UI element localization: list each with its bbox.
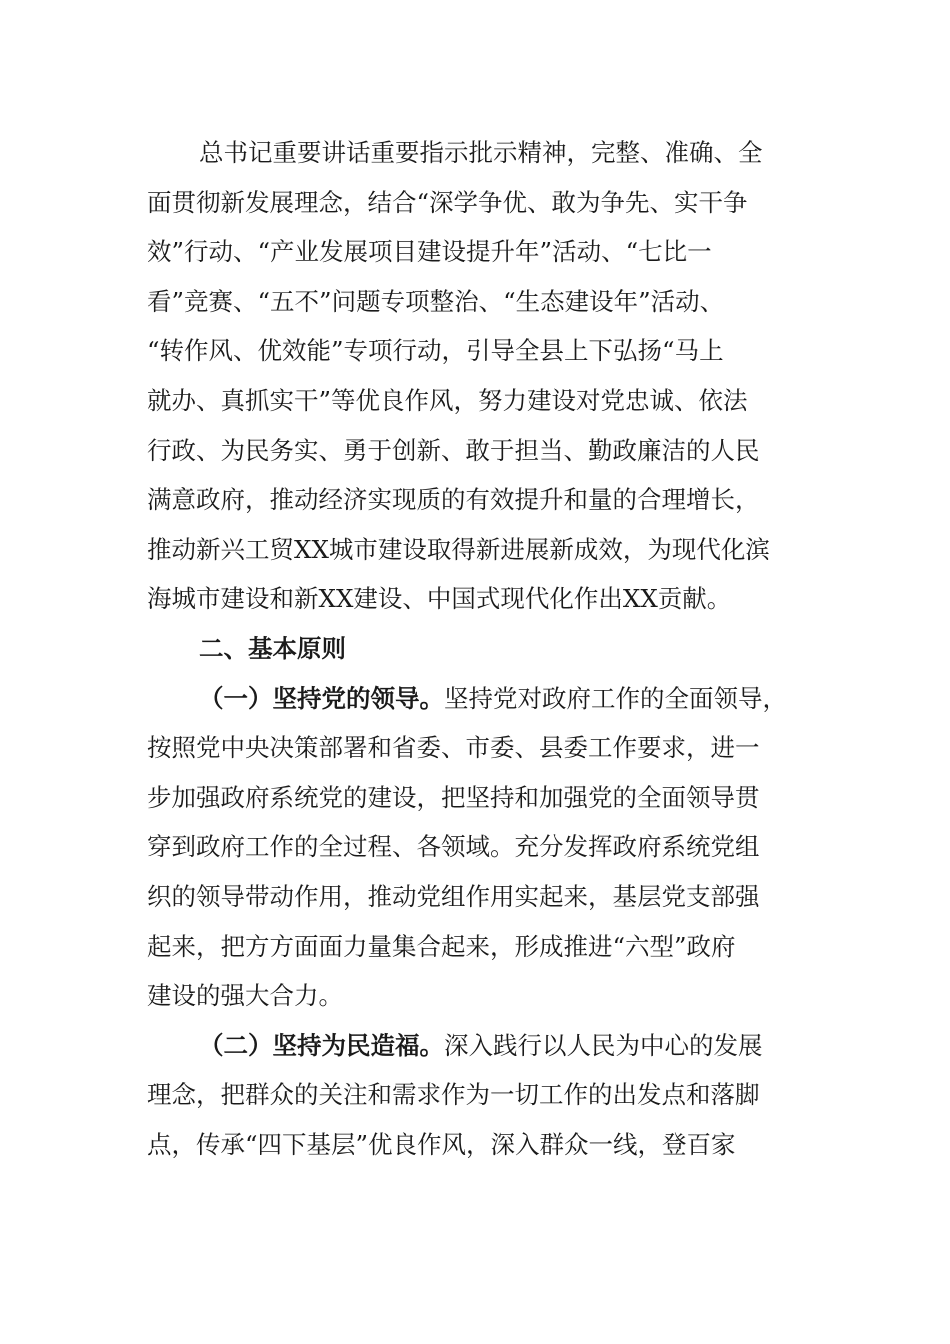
principle-1-line: 穿到政府工作的全过程、各领域。充分发挥政府系统党组 <box>147 832 760 862</box>
intro-line: 满意政府，推动经济实现质的有效提升和量的合理增长， <box>147 485 760 515</box>
intro-line: 就办、真抓实干”等优良作风，努力建设对党忠诚、依法 <box>147 385 748 415</box>
intro-line: 看”竞赛、“五不”问题专项整治、“生态建设年”活动、 <box>147 286 725 316</box>
intro-line: “转作风、优效能”专项行动，引导全县上下弘扬“马上 <box>147 336 724 366</box>
principle-1-line: 起来，把方方面面力量集合起来，形成推进“六型”政府 <box>147 931 736 961</box>
principle-2-line: 理念，把群众的关注和需求作为一切工作的出发点和落脚 <box>147 1080 760 1110</box>
principle-2-line: 点，传承“四下基层”优良作风，深入群众一线，登百家 <box>147 1129 736 1159</box>
principle-1-title: （一）坚持党的领导。 <box>199 683 444 713</box>
principle-2-first-line <box>147 1021 803 1071</box>
intro-line: 推动新兴工贸XX城市建设取得新进展新成效，为现代化滨 <box>147 534 770 564</box>
intro-line: 行政、为民务实、勇于创新、敢于担当、勤政廉洁的人民 <box>147 435 760 465</box>
section-heading: 二、基本原则 <box>199 633 346 663</box>
principle-1-line: 按照党中央决策部署和省委、市委、县委工作要求，进一 <box>147 733 760 763</box>
document-body <box>147 128 803 1169</box>
intro-line: 总书记重要讲话重要指示批示精神，完整、准确、全 <box>199 138 763 167</box>
principle-1-text: 坚持党对政府工作的全面领导， <box>444 683 787 713</box>
intro-line: 面贯彻新发展理念，结合“深学争优、敢为争先、实干争 <box>147 187 748 217</box>
intro-line: 海城市建设和新XX建设、中国式现代化作出XX贡献。 <box>147 584 732 614</box>
principle-2-title: （二）坚持为民造福。 <box>199 1030 444 1060</box>
principle-1-line: 织的领导带动作用，推动党组作用实起来，基层党支部强 <box>147 881 760 911</box>
principle-1-line: 建设的强大合力。 <box>147 981 343 1011</box>
principle-1-first-line <box>147 674 803 724</box>
principle-2-text: 深入践行以人民为中心的发展 <box>444 1030 763 1060</box>
intro-line: 效”行动、“产业发展项目建设提升年”活动、“七比一 <box>147 237 712 267</box>
principle-1-line: 步加强政府系统党的建设，把坚持和加强党的全面领导贯 <box>147 782 760 812</box>
